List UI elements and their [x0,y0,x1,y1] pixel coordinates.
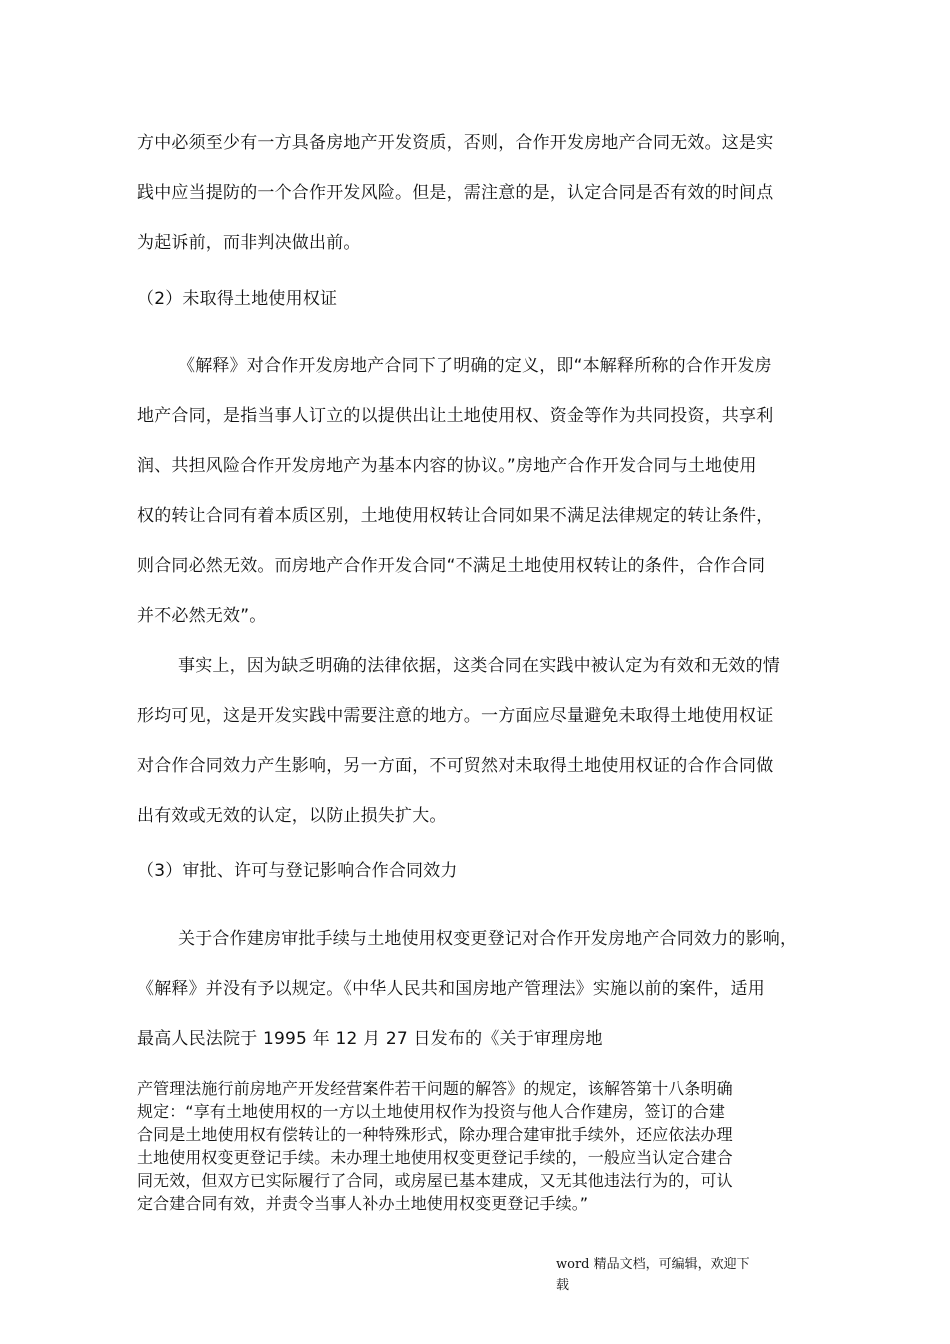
body-text-line: 权的转让合同有着本质区别，土地使用权转让合同如果不满足法律规定的转让条件， [137,506,774,526]
body-text-line: 并不必然无效”。 [137,606,267,626]
quote-text-line: 同无效，但双方已实际履行了合同，或房屋已基本建成，又无其他违法行为的，可认 [137,1171,733,1190]
footer-line: 载 [556,1278,570,1293]
body-text-line: 则合同必然无效。而房地产合作开发合同“不满足土地使用权转让的条件，合作合同 [137,556,766,576]
body-text-line: 形均可见，这是开发实践中需要注意的地方。一方面应尽量避免未取得土地使用权证 [137,706,774,726]
quote-text-line: 定合建合同有效，并责令当事人补办土地使用权变更登记手续。” [137,1194,589,1213]
body-text-line: 方中必须至少有一方具备房地产开发资质，否则，合作开发房地产合同无效。这是实 [137,133,774,153]
body-text-line: 《解释》对合作开发房地产合同下了明确的定义，即“本解释所称的合作开发房 [178,356,772,376]
section-heading: （3）审批、许可与登记影响合作合同效力 [137,861,458,881]
footer-note [556,1254,766,1296]
footer-line: word 精品文档，可编辑，欢迎下 [556,1257,750,1272]
body-text-line: 关于合作建房审批手续与土地使用权变更登记对合作开发房地产合同效力的影响， [178,929,798,949]
quote-text-line: 产管理法施行前房地产开发经营案件若干问题的解答》的规定，该解答第十八条明确 [137,1079,733,1098]
body-text-line: 《解释》并没有予以规定。《中华人民共和国房地产管理法》实施以前的案件，适用 [137,979,765,999]
section-heading: （2）未取得土地使用权证 [137,289,338,309]
body-text-line: 出有效或无效的认定，以防止损失扩大。 [137,806,447,826]
body-text-line: 事实上，因为缺乏明确的法律依据，这类合同在实践中被认定为有效和无效的情 [178,656,780,676]
quote-text-line: 土地使用权变更登记手续。未办理土地使用权变更登记手续的，一般应当认定合建合 [137,1148,733,1167]
body-text-line: 对合作合同效力产生影响，另一方面，不可贸然对未取得土地使用权证的合作合同做 [137,756,774,776]
body-text-line: 润、共担风险合作开发房地产为基本内容的协议。”房地产合作开发合同与土地使用 [137,456,757,476]
quote-text-line: 规定：“享有土地使用权的一方以土地使用权作为投资与他人合作建房，签订的合建 [137,1102,725,1121]
body-text-line: 践中应当提防的一个合作开发风险。但是，需注意的是，认定合同是否有效的时间点 [137,183,774,203]
body-text-line: 最高人民法院于 1995 年 12 月 27 日发布的《关于审理房地 [137,1029,603,1049]
quote-text-line: 合同是土地使用权有偿转让的一种特殊形式，除办理合建审批手续外，还应依法办理 [137,1125,733,1144]
body-text-line: 地产合同，是指当事人订立的以提供出让土地使用权、资金等作为共同投资，共享利 [137,406,774,426]
body-text-line: 为起诉前，而非判决做出前。 [137,233,361,253]
